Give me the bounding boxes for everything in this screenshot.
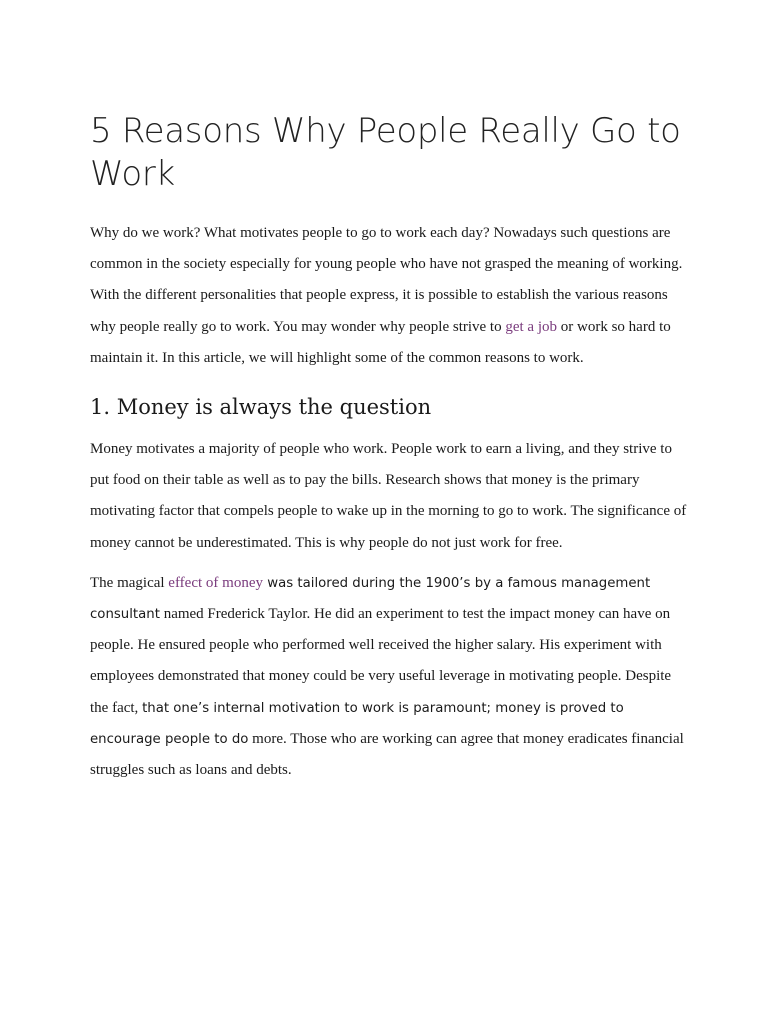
money-paragraph-2 [90, 568, 690, 786]
article [90, 110, 690, 786]
money-paragraph-1: Money motivates a majority of people who work. People work to earn a living, and they strive to put food on their table as well as to pay the bills. Research shows that money is the primary motivating factor that compels people to wake up in the morning to go to work. The significance of money cannot be underestimated. This is why people do not just work for free. [90, 441, 687, 551]
paragraph-body-1: named Frederick Taylor. He did an experiment to test the impact money can have on people. He ensured people who performed well received the higher salary. His experiment with employees demonstrated that money could be very useful leverage in motivating people. Despite the fact, [90, 606, 672, 716]
effect-of-money-link[interactable]: effect of money [168, 574, 263, 591]
paragraph-body-2: more. Those who are working can agree that money eradicates financial struggles such as loans and debts. [90, 730, 684, 779]
section-heading-money: 1. Money is always the question [90, 395, 432, 420]
intro-text-start: Why do we work? What motivates people to go to work each day? Nowadays such questions are common in the society especially for young people who have not grasped the meaning of working. With the different personalities that people express, it is possible to establish the various reasons why people really go to work. You may wonder why people strive to [90, 225, 683, 335]
intro-paragraph [90, 218, 690, 374]
paragraph-alt-segment-1: was tailored during the 1900’s by a famous management consultant [90, 575, 651, 623]
paragraph-alt-segment-2: that one’s internal motivation to work is paramount; money is proved to encourage people to do [90, 700, 624, 747]
get-a-job-link[interactable]: get a job [505, 318, 558, 335]
intro-text-end: or work so hard to maintain it. In this article, we will highlight some of the common reasons to work. [90, 318, 671, 366]
paragraph-lead: The magical [90, 574, 169, 591]
article-title: 5 Reasons Why People Really Go to Work [90, 111, 681, 194]
